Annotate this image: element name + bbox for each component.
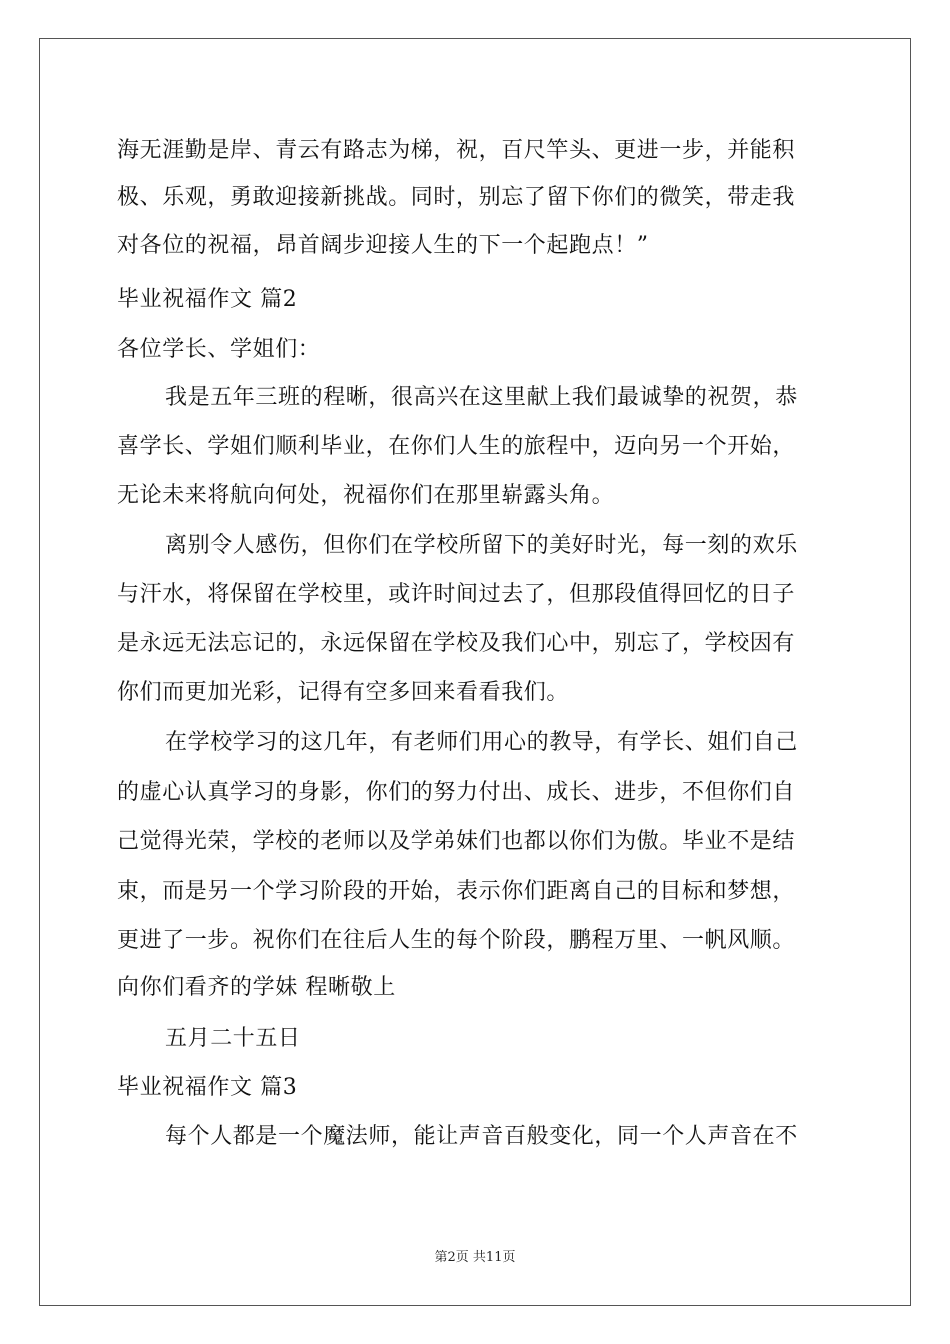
text-line: 我是五年三班的程晰，很高兴在这里献上我们最诚挚的祝贺，恭 bbox=[165, 385, 798, 410]
text-line: 与汗水，将保留在学校里，或许时间过去了，但那段值得回忆的日子 bbox=[117, 582, 796, 607]
text-line: 喜学长、学姐们顺利毕业，在你们人生的旅程中，迈向另一个开始， bbox=[117, 434, 796, 459]
text-line: 你们而更加光彩，记得有空多回来看看我们。 bbox=[117, 680, 570, 705]
text-line: 的虚心认真学习的身影，你们的努力付出、成长、进步，不但你们自 bbox=[117, 780, 796, 805]
section-heading: 毕业祝福作文 篇3 bbox=[117, 1075, 298, 1100]
text-line: 在学校学习的这几年，有老师们用心的教导，有学长、姐们自己 bbox=[165, 730, 798, 755]
text-line: 对各位的祝福，昂首阔步迎接人生的下一个起跑点！” bbox=[117, 233, 649, 258]
salutation: 各位学长、学姐们： bbox=[117, 337, 321, 362]
page-footer: 第2页 共11页 bbox=[434, 1250, 516, 1265]
text-line: 离别令人感伤，但你们在学校所留下的美好时光，每一刻的欢乐 bbox=[165, 533, 798, 558]
text-line: 海无涯勤是岸、青云有路志为梯，祝，百尺竿头、更进一步，并能积 bbox=[117, 138, 796, 163]
text-line: 束，而是另一个学习阶段的开始，表示你们距离自己的目标和梦想， bbox=[117, 879, 796, 904]
date-line: 五月二十五日 bbox=[165, 1026, 301, 1051]
page-border bbox=[39, 38, 911, 1306]
text-line: 无论未来将航向何处，祝福你们在那里崭露头角。 bbox=[117, 483, 615, 508]
text-line: 每个人都是一个魔法师，能让声音百般变化，同一个人声音在不 bbox=[165, 1124, 798, 1149]
text-line: 极、乐观，勇敢迎接新挑战。同时，别忘了留下你们的微笑，带走我 bbox=[117, 185, 796, 210]
section-heading: 毕业祝福作文 篇2 bbox=[117, 287, 298, 312]
text-line: 己觉得光荣，学校的老师以及学弟妹们也都以你们为傲。毕业不是结 bbox=[117, 829, 796, 854]
signature-line: 向你们看齐的学妹 程晰敬上 bbox=[117, 975, 396, 1000]
text-line: 更进了一步。祝你们在往后人生的每个阶段，鹏程万里、一帆风顺。 bbox=[117, 928, 796, 953]
text-line: 是永远无法忘记的，永远保留在学校及我们心中，别忘了，学校因有 bbox=[117, 631, 796, 656]
